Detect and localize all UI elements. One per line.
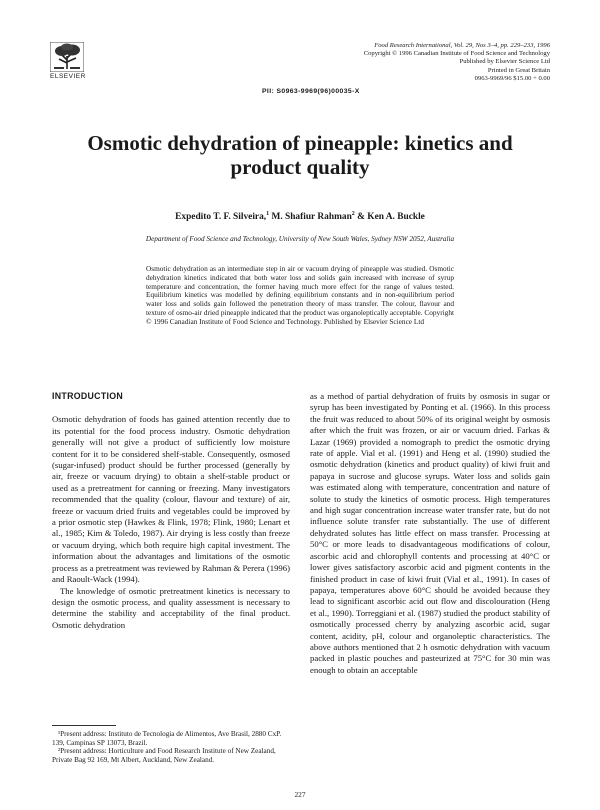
body-column-left bbox=[52, 391, 290, 631]
author-footnote-mark: 2 bbox=[351, 211, 355, 217]
journal-copyright: Copyright © 1996 Canadian Institute of Food Science and Technology bbox=[363, 50, 550, 58]
journal-citation: Food Research International, Vol. 29, Nos 3–4, pp. 229–233, 1996 bbox=[374, 42, 550, 49]
journal-issn: 0963-9969/96 $15.00 + 0.00 bbox=[474, 74, 550, 82]
author-name: & Ken A. Buckle bbox=[354, 212, 425, 223]
body-paragraph: The knowledge of osmotic pretreatment kinetics is necessary to design the osmotic process, and quality assessment is necessary to determine the stability and acceptability of the final product. Osmotic dehydration bbox=[52, 585, 290, 630]
journal-publisher: Published by Elsevier Science Ltd bbox=[459, 58, 550, 66]
section-heading: INTRODUCTION bbox=[52, 391, 124, 401]
publisher-name: ELSEVIER bbox=[50, 73, 86, 80]
author-footnote-mark: 1 bbox=[266, 211, 270, 217]
journal-printed-in: Printed in Great Britain bbox=[487, 66, 550, 74]
abstract: Osmotic dehydration as an intermediate step in air or vacuum drying of pineapple was studied. Osmotic dehydration kinetics indicated that both water loss and solids gain increased with increase of syrup temperature and concentration, the former having much more effect for the range of values tested. Equilibrium kinetics was modelled by defining equilibrium constants and in non-equilibrium period water loss and solids gain followed the penetration theory of mass transfer. The colour, flavour and texture of osmo-air dried pineapple indicated that the product was organoleptically acceptable. Copyright © 1996 Canadian Institute of Food Science and Technology. Published by Elsevier Science Ltd bbox=[146, 264, 454, 326]
footnotes bbox=[52, 725, 290, 764]
author-list bbox=[50, 211, 550, 222]
body-paragraph: as a method of partial dehydration of fruits by osmosis in sugar or syrup has been investigated by Ponting et al. (1966). In this process the fruit was reduced to about 50% of its original weight by osmosis after which the fruit was frozen, or air or vacuum dried. Farkas & Lazar (1969) provided a nomograph to predict the osmotic drying rate of apple. Vial et al. (1991) and Heng et al. (1990) studied the osmotic dehydration (kinetics and product quality) of kiwi fruit and papaya in sucrose and glucose syrups. Water loss and solids gain was estimated along with temperature, concentration and nature of solute to study the kinetics of osmotic process. High temperatures and high sugar concentration increase water transfer rate, but do not influence solute transfer rate substantially. The use of different dehydrated solutes has little effect on mass transfer. Processing at 50°C or more leads to disadvantageous modifications of colour, ascorbic acid and chlorophyll contents and processing at 40°C or lower gives satisfactory ascorbic acid and pigment contents in the finished product in case of kiwi fruit (Vial et al., 1991). In cases of papaya, temperatures above 60°C should be avoided because they lead to significant ascorbic acid out flow and discolouration (Heng et al., 1990). Torreggiani et al. (1987) studied the product stability of osmotically processed cherry by analyzing ascorbic acid, sugar content, acidity, pH, colour and organoleptic characteristics. The above authors mentioned that 2 h osmotic dehydration with vacuum packed in plastic pouches and pasteurized at 75°C for 30 min was enough to obtain an acceptable bbox=[310, 391, 550, 675]
pii-code: PII: S0963-9969(96)00035-X bbox=[262, 88, 360, 95]
footnote: ²Present address: Horticulture and Food Research Institute of New Zealand, Private Bag 92 169, Mt Albert, Auckland, New Zealand. bbox=[52, 747, 276, 764]
author-name: M. Shafiur Rahman bbox=[269, 212, 352, 223]
elsevier-logo bbox=[50, 42, 90, 80]
body-column-right bbox=[310, 391, 550, 676]
journal-info bbox=[364, 42, 550, 83]
footnote-rule bbox=[52, 725, 116, 726]
page-number: 227 bbox=[294, 790, 306, 799]
body-paragraph: Osmotic dehydration of foods has gained attention recently due to its potential for the food process industry. Osmotic dehydration generally will not give a product of sufficiently low moisture content for it to be considered shelf-stable. Consequently, osmosed (sugar-infused) product should be further processed (generally by air, freeze or vacuum drying) to obtain a shelf-stable product or used as a pretreatment for canning or freezing. Many investigators recommended that the quality (colour, flavour and texture) of air, freeze or vacuum dried fruits and vegetables could be improved by a prior osmotic step (Hawkes & Flink, 1978; Flink, 1980; Lenart et al., 1985; Kim & Toledo, 1987). Air drying is less costly than freeze or vacuum drying, which both require high capital investment. The information about the advantages and limitations of the osmotic process as a pretreatment was reviewed by Rahman & Perera (1996) and Raoult-Wack (1994). bbox=[52, 414, 290, 585]
elsevier-tree-icon bbox=[50, 42, 84, 72]
author-affiliation: Department of Food Science and Technology, University of New South Wales, Sydney NSW 2052, Australia bbox=[145, 235, 455, 243]
footnote: ¹Present address: Instituto de Tecnologia de Alimentos, Ave Brasil, 2880 CxP. 139, Campinas SP 13073, Brazil. bbox=[52, 730, 282, 747]
author-name: Expedito T. F. Silveira, bbox=[175, 212, 267, 223]
article-title: Osmotic dehydration of pineapple: kinetics and product quality bbox=[87, 131, 513, 179]
